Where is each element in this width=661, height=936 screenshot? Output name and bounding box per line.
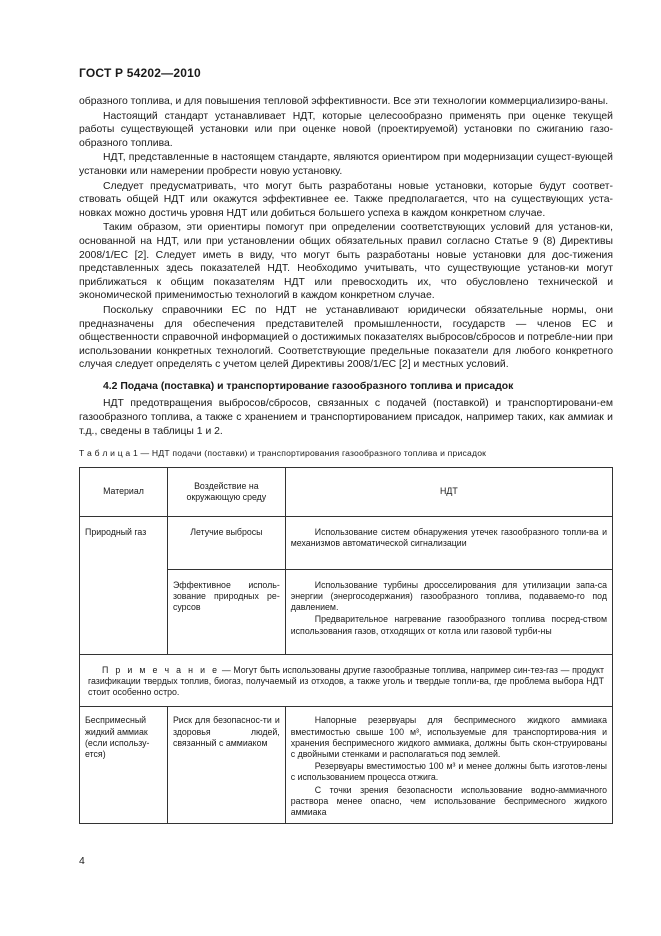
cell-material: Природный газ: [80, 516, 168, 654]
table-note: [80, 654, 613, 707]
paragraph: НДТ, представленные в настоящем стандарте, являются ориентиром при модернизации сущест-вующей установки или намерении пробрести новую установку.: [79, 152, 613, 177]
ndt-text: Использование турбины дросселирования для утилизации запа-са энергии (энергосодержания) газообразного топлива, подаваемо-го под давлением.: [290, 579, 607, 613]
section-intro: НДТ предотвращения выбросов/сбросов, связанных с подачей (поставкой) и транспортировани-ем газообразного топлива, а также с хранением и транспортированием присадок, например таких, как аммиак и т.д., сведены в таблицы 1 и 2.: [79, 398, 613, 437]
table-header-row: [80, 467, 613, 516]
document-body: [79, 95, 613, 824]
cell-impact: Эффективное исполь-зование природных ре-сурсов: [167, 569, 285, 654]
paragraph: Поскольку справочники ЕС по НДТ не устанавливают юридически обязательные нормы, они предназначены для обеспечения представителей промышленности, государств — членов ЕС и общественности справочной информацией о достижимых показателях выбросов/сбросов и потребле-нии при использовании конкретных технологий. Соответствующие предельные показатели для любого конкретного случая следует определять с учетом целей Директивы 2008/1/ЕС [2] и местных условий.: [79, 304, 613, 371]
header-impact: Воздействие на окружающую среду: [167, 467, 285, 516]
page-number: 4: [79, 856, 85, 867]
cell-ndt: [285, 707, 612, 824]
table-note-row: [80, 654, 613, 707]
cell-impact: Риск для безопаснос-ти и здоровья людей, связанный с аммиаком: [167, 707, 285, 824]
table-row: [80, 516, 613, 569]
cell-material: Беспримесный жидкий аммиак (если использу-ется): [80, 707, 168, 824]
ndt-text: С точки зрения безопасности использование водно-аммиачного раствора менее опасно, чем использование беспримесного жидкого аммиака: [290, 784, 607, 818]
header-material: Материал: [80, 467, 168, 516]
table-row: [80, 707, 613, 824]
ndt-text: Резервуары вместимостью 100 м³ и менее должны быть изготов-лены с использованием процесса отжига.: [290, 761, 607, 783]
cell-ndt: [285, 569, 612, 654]
cell-ndt: [285, 516, 612, 569]
ndt-text: Предварительное нагревание газообразного топлива посред-ством использования газов, отходящих от котла или газовой турби-ны: [290, 614, 607, 636]
document-header: ГОСТ Р 54202—2010: [79, 66, 201, 80]
paragraph: Следует предусматривать, что могут быть разработаны новые установки, которые будут соответ-ствовать общей НДТ или окажутся эффективнее ее. Также предполагается, что на существующих уста-новках можно достичь уровня НДТ или добиться большего успеха в каждом конкретном случае.: [79, 180, 613, 219]
table-caption: Т а б л и ц а 1 — НДТ подачи (поставки) и транспортирования газообразного топлива и присадок: [79, 448, 487, 459]
header-ndt: НДТ: [285, 467, 612, 516]
cell-impact: Летучие выбросы: [167, 516, 285, 569]
ndt-text: Напорные резервуары для беспримесного жидкого аммиака вместимостью свыше 100 м³, используемые для транспортирова-ния и хранения беспримесного жидкого аммиака, должны быть скон-струированы с двойными стенками и располагаться под землей.: [290, 715, 607, 760]
note-text: — Могут быть использованы другие газообразные топлива, например син-тез-газ — продукт газификации твердых топлив, биогаз, получаемый из отходов, а также уголь и твердые топли-ва, где проблема выбора НДТ стоит особенно остро.: [88, 664, 604, 698]
section-title: 4.2 Подача (поставка) и транспортирование газообразного топлива и присадок: [103, 380, 514, 392]
paragraph: образного топлива, и для повышения тепловой эффективности. Все эти технологии коммерциализиро-ваны.: [79, 96, 609, 107]
paragraph: Таким образом, эти ориентиры помогут при определении соответствующих условий для установ-ки, основанной на НДТ, или при установлении общих обязательных правил согласно Статье 9 (8) Директивы 2008/1/ЕС [2]. Следует иметь в виду, что могут быть разработаны новые установки для дос-тижения представленных здесь показателей НДТ. Необходимо учитывать, что существующие установ-ки могут приближаться к общим показателям НДТ или превосходить их, что обусловлено технической и экономической применимостью технологий в каждом конкретном случае.: [79, 222, 613, 302]
note-lead: П р и м е ч а н и е: [102, 664, 220, 675]
ndt-text: Использование систем обнаружения утечек газообразного топли-ва и механизмов автоматической сигнализации: [290, 526, 607, 549]
paragraph: Настоящий стандарт устанавливает НДТ, которые целесообразно применять при оценке текущей работы существующей установки или при оценке новой (проектируемой) установки по сжиганию газо-образного топлива.: [79, 110, 613, 149]
ndt-table: [79, 467, 613, 824]
